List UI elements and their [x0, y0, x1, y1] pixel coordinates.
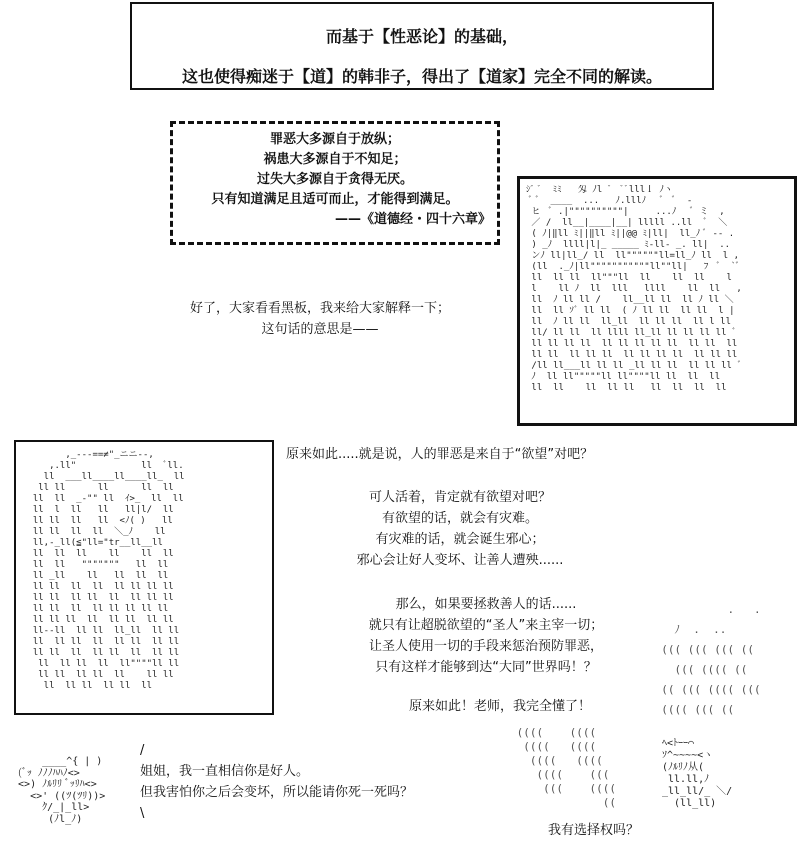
teacher-intro-line-1: 好了，大家看看黑板，我来给大家解释一下；: [189, 301, 450, 316]
dialogue-line: 让圣人使用一切的手段来惩治预防罪恶，: [368, 639, 603, 654]
dialogue-understood: 原来如此！老师，我完全懂了！: [408, 699, 591, 714]
dialogue-line: 那么，如果要拯救善人的话......: [395, 597, 577, 612]
quote-line: 罪恶大多源自于放纵；: [269, 132, 400, 147]
quote-line: 只有知道满足且适可而止，才能得到满足。: [211, 192, 459, 207]
dialogue-line: 可人活着，肯定就有欲望对吧？: [368, 490, 551, 505]
title-line-1: 而基于【性恶论】的基础，: [325, 27, 518, 46]
teacher-art-frame: [517, 176, 797, 426]
slash-top: /: [140, 743, 145, 758]
dialogue-block-1: [300, 487, 620, 571]
choice-line: 我有选择权吗？: [548, 823, 640, 838]
sister-character-art: ____^{ | ) (ﾞｯ ﾉﾉﾉﾊﾊﾉ<> <>) ﾉﾙﾘﾘ ﾞｯﾘﾊ<> <>' ((ﾂ(ﾂﾘ))> ｸ/_|_ll> (ﾉl_ﾉ): [18, 756, 106, 825]
quote-box: [170, 121, 500, 245]
dialogue-block-2: [316, 594, 656, 678]
student-art-frame: [14, 440, 274, 715]
sister-line-1: 姐姐，我一直相信你是好人。: [140, 764, 310, 779]
small-character-art: ﾍ<ﾄｰｰ⌒ ｿ^~~~~<ヽ (ﾉﾙﾘﾉ从( ll.ll,ﾉ _ll_ll/_ ＼/ (ll_ll): [662, 738, 733, 809]
dialogue-line: 就只有让超脱欲望的“圣人”来主宰一切；: [368, 618, 604, 633]
dialogue-line: 有灾难的话，就会诞生邪心；: [375, 532, 545, 547]
quote-source: ——《道德经・四十六章》: [334, 212, 491, 227]
decorative-swirls-bottom: (((( (((( (((( (((( (((( (((( (((( ((( ((( (((( ((: [516, 726, 616, 809]
teacher-intro: [150, 298, 490, 340]
title-line-2: 这也使得痴迷于【道】的韩非子，得出了【道家】完全不同的解读。: [181, 67, 662, 86]
teacher-intro-line-2: 这句话的意思是——: [261, 322, 379, 337]
dialogue-line: 有欲望的话，就会有灾难。: [381, 511, 538, 526]
teacher-ascii-art: ｼﾞ ﾞ ﾐﾐ 匁 ﾉl ﾞ ﾞﾞlllｌ ﾉヽ ﾞ ﾞ ____ ... ﾉ.lllﾉ ﾞ ﾞ - ヒ ﾞ .|""""""""""| ...ﾉ ﾞ ミ , ／ / ll__|____|__| lllll ..ll ﾞ ＼ ( ﾉ|‖ll ﾐ||‖ll ﾐ||@@ ﾐ|ll| ll_ﾉ ﾞ -- . ) _ﾉ llll|l|_ _____ ﾐ-ll- _. ll| .. ンﾉ ll|ll_/ ll ll""""""ll=ll_ﾉ ll l , (ll ._ﾉ|ll"""""""""""ll""ll| ﾌ ﾞ `ﾞ ll ll ll ll"""ll ll ll ll l l ll ﾉ ll lll llll ll ll , ll ﾉ ll ll / ll__ll ll ll ﾉ ll ＼ ll ll ｿﾞ ll ll ( ﾉ ll ll ll ll l | ll ﾉ ll ll ll_ll ll ll ll ll l ll ll/ ll ll ll llll ll_ll ll ll ll ll ﾞ ll ll ll ll ll ll ll ll ll ll ll ll ll ll ll ll ll ll ll ll ll ll ll ll /ll ll___ll ll ll _ll ll ll ll ll ll ﾞ ﾉ ll ll"""""ll ll""""ll ll ll ll ll ll ll ll ll ll ll ll ll: [526, 185, 742, 393]
title-box: [130, 2, 714, 90]
dialogue-line: 邪心会让好人变坏、让善人遭殃......: [356, 553, 564, 568]
quote-line: 过失大多源自于贪得无厌。: [256, 172, 413, 187]
decorative-swirls-right: . . ﾉ . .. ((( ((( ((( (( ((( (((( (( (( ((( (((( ((( (((( ((( ((: [661, 603, 761, 716]
dialogue-line-1: 原来如此.....就是说，人的罪恶是来自于“欲望”对吧？: [286, 447, 594, 462]
student-ascii-art: ,_---==≠"_ニニ--, ,.ll" ll ﾞll. ll ___ll____ll____ll_ ll ll ll ll ll ll ll ll _-"" ll ｲ>_ ll ll ll l ll ll ll|l/ ll ll ll ll ll <ﾉ( ) ll ll ll ll ll ＼_ﾉ ll ll,-_ll(≦"ll="tr__ll__ll ll ll ll ll ll ll ll ll """"""" ll ll ll _ll ll ll ll ll ll ll ll ll ll ll ll ll ll ll ll ll ll ll ll ll ll ll ll ll ll ll ll ll ll ll ll ll ll ll ll ll ll--ll ll ll ll_ll ll ll ll ll ll ll ll ll ll ll ll ll ll ll ll ll ll ll ll ll ll ll ll""""ll ll ll ll ll ll ll ll ll ll ll ll ll ll ll: [32, 450, 185, 691]
sister-line-2: 但我害怕你之后会变坏，所以能请你死一死吗？: [140, 785, 414, 800]
quote-line: 祸患大多源自于不知足；: [263, 152, 407, 167]
slash-bottom: \: [140, 806, 145, 821]
dialogue-line: 只有这样才能够到达“大同”世界吗！？: [375, 660, 597, 675]
sister-dialogue: [140, 740, 500, 824]
